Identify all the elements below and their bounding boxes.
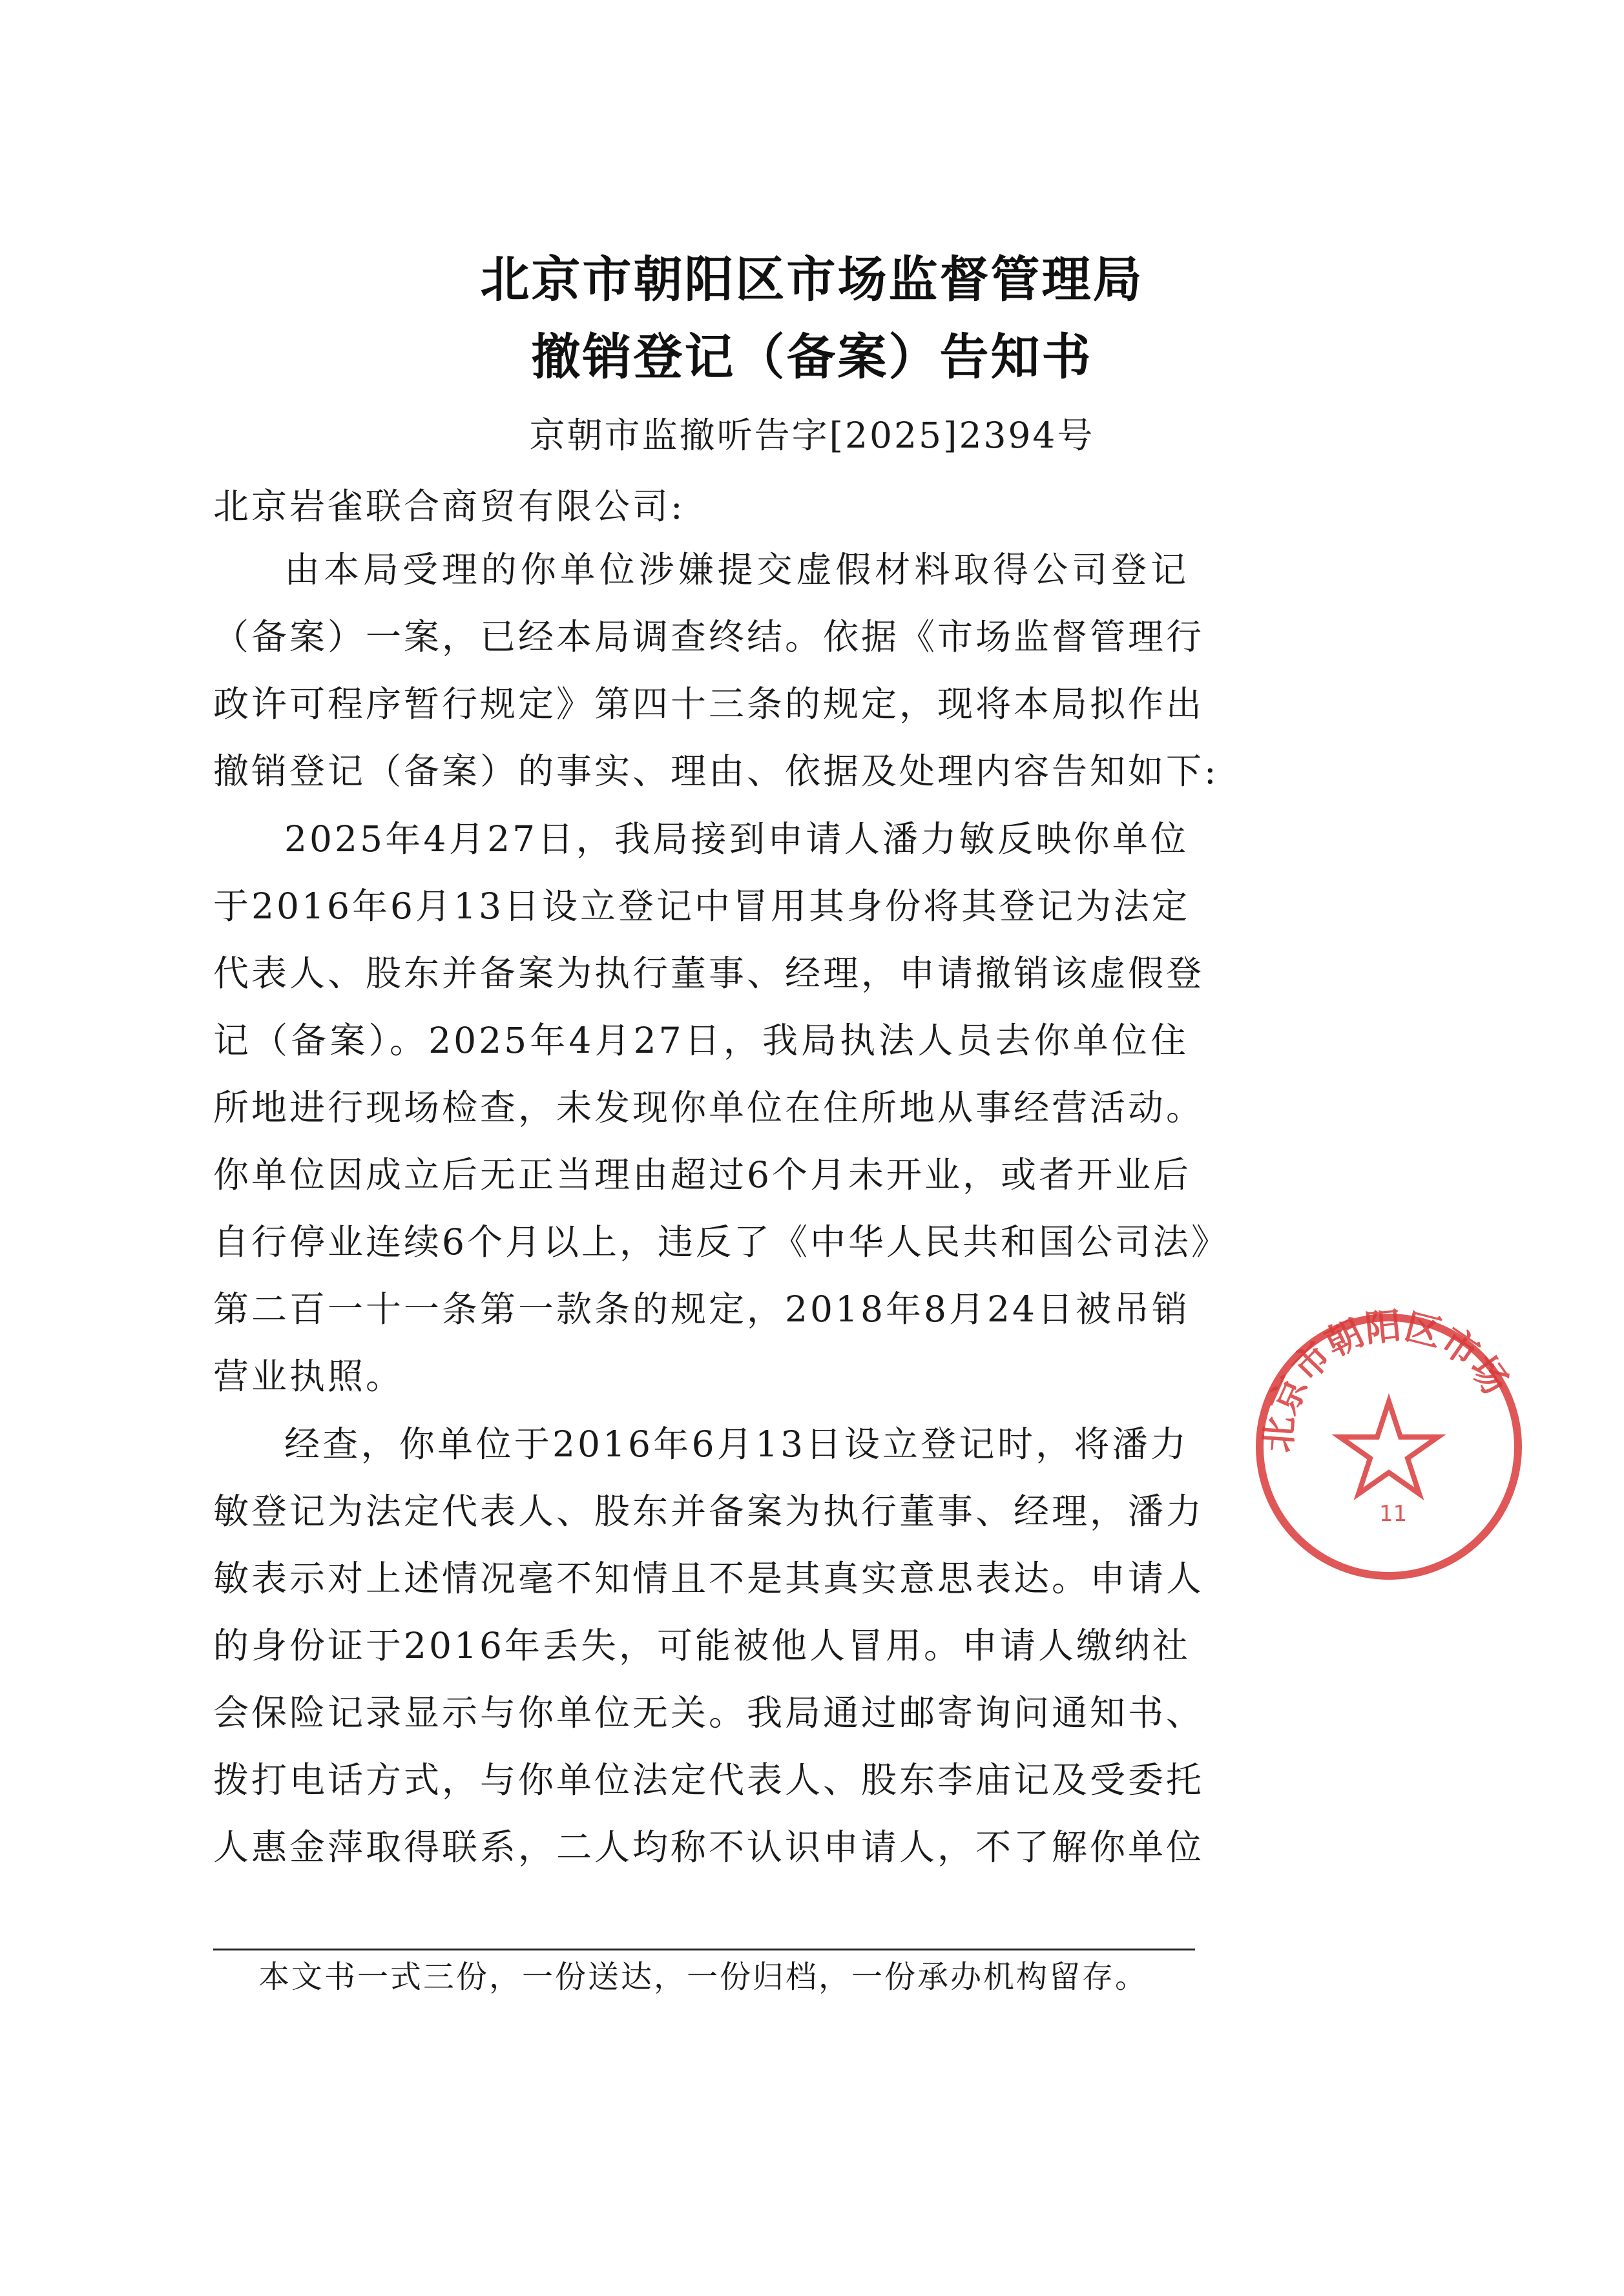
body-line: 敏登记为法定代表人、股东并备案为执行董事、经理，潘力 — [213, 1491, 1205, 1532]
footnote: 本文书一式三份，一份送达，一份归档，一份承办机构留存。 — [258, 1959, 1149, 1995]
body-line: 政许可程序暂行规定》第四十三条的规定，现将本局拟作出 — [213, 683, 1205, 725]
body-line: 自行停业连续6个月以上，违反了《中华人民共和国公司法》 — [213, 1221, 1229, 1263]
body-line: （备案）一案，已经本局调查终结。依据《市场监督管理行 — [213, 616, 1205, 657]
seal-icon — [1247, 1305, 1531, 1589]
body-line: 拨打电话方式，与你单位法定代表人、股东李庙记及受委托 — [213, 1759, 1205, 1801]
body-line: 由本局受理的你单位涉嫌提交虚假材料取得公司登记 — [284, 549, 1189, 590]
svg-text:北京市朝阳区市场 — [1258, 1305, 1516, 1454]
body-line: 于2016年6月13日设立登记中冒用其身份将其登记为法定 — [213, 885, 1190, 927]
body-line: 代表人、股东并备案为执行董事、经理，申请撤销该虚假登 — [213, 953, 1205, 994]
body-line: 你单位因成立后无正当理由超过6个月未开业，或者开业后 — [213, 1154, 1191, 1195]
footnote-divider — [213, 1949, 1195, 1950]
title-line-2: 撤销登记（备案）告知书 — [531, 328, 1093, 386]
body-line: 的身份证于2016年丢失，可能被他人冒用。申请人缴纳社 — [213, 1625, 1191, 1666]
official-seal — [1247, 1305, 1517, 1589]
seal-text: 北京市朝阳区市场 — [1257, 1305, 1517, 1454]
body-line: 记（备案）。2025年4月27日，我局执法人员去你单位住 — [213, 1020, 1189, 1061]
body-line: 2025年4月27日，我局接到申请人潘力敏反映你单位 — [284, 818, 1189, 860]
seal-star-icon — [1340, 1401, 1438, 1494]
body-line: 第二百一十一条第一款条的规定，2018年8月24日被吊销 — [213, 1288, 1190, 1330]
body-line: 人惠金萍取得联系，二人均称不认识申请人，不了解你单位 — [213, 1826, 1205, 1868]
body-line: 敏表示对上述情况毫不知情且不是其真实意思表达。申请人 — [213, 1558, 1205, 1599]
seal-number: 11 — [1379, 1501, 1408, 1527]
body-line: 营业执照。 — [213, 1356, 404, 1397]
recipient: 北京岩雀联合商贸有限公司: — [213, 486, 685, 527]
body-line: 所地进行现场检查，未发现你单位在住所地从事经营活动。 — [213, 1087, 1205, 1128]
body-line: 经查，你单位于2016年6月13日设立登记时，将潘力 — [284, 1423, 1189, 1465]
body-line: 会保险记录显示与你单位无关。我局通过邮寄询问通知书、 — [213, 1692, 1205, 1733]
title-line-1: 北京市朝阳区市场监督管理局 — [480, 251, 1144, 308]
body-line: 撤销登记（备案）的事实、理由、依据及处理内容告知如下: — [213, 750, 1219, 792]
document-number: 京朝市监撤听告字[2025]2394号 — [529, 415, 1095, 456]
